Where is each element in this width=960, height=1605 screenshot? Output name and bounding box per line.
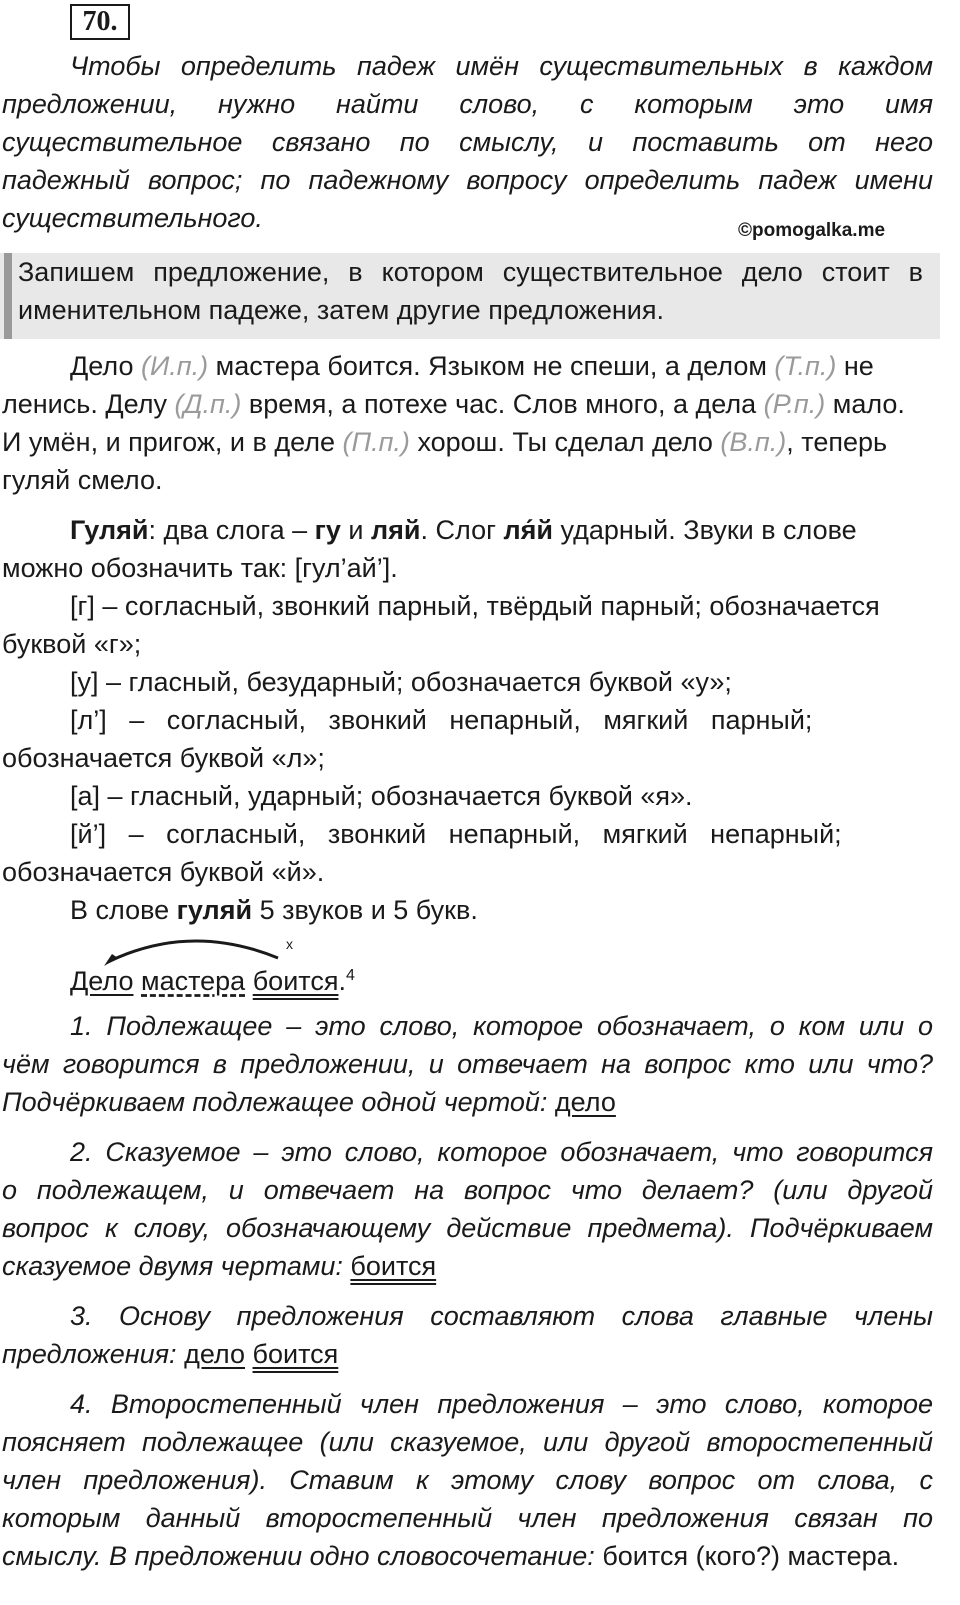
step-2-line-1: 2. Сказуемое – это слово, которое обозначает, что говорится xyxy=(70,1137,933,1167)
intro-line-2: предложении, нужно найти слово, с которым это имя xyxy=(2,89,933,119)
text: не xyxy=(836,351,874,381)
phrase: боится (кого?) мастера. xyxy=(602,1541,900,1571)
intro-line-5: существительного. xyxy=(2,203,263,233)
text: ленись. Делу xyxy=(2,389,175,419)
step-4-line-5 xyxy=(2,1540,899,1572)
intro-line-1: Чтобы определить падеж имён существительных в каждом xyxy=(70,51,933,81)
text: И умён, и пригож, и в деле xyxy=(2,427,343,457)
case-label: (И.п.) xyxy=(140,351,209,381)
subject-word: Дело xyxy=(70,966,134,996)
text: : два слога – xyxy=(148,515,315,545)
sound-l-1: [л’] – согласный, звонкий непарный, мягкий парный; xyxy=(70,705,813,735)
text: Дело xyxy=(70,351,141,381)
step-1-line-3 xyxy=(2,1086,616,1118)
syllable: ляй xyxy=(371,515,421,545)
text: мало. xyxy=(825,389,905,419)
text: . Слог xyxy=(420,515,504,545)
sound-a: [а] – гласный, ударный; обозначается буквой «я». xyxy=(70,781,693,811)
text: сказуемое двумя чертами: xyxy=(2,1251,351,1281)
case-label: (Т.п.) xyxy=(774,351,837,381)
sound-g-1: [г] – согласный, звонкий парный, твёрдый парный; обозначается xyxy=(70,591,880,621)
word: Гуляй xyxy=(70,515,149,545)
text: . xyxy=(338,966,346,996)
sound-l-2: обозначается буквой «л»; xyxy=(2,743,325,773)
watermark: ©pomogalka.me xyxy=(738,220,886,241)
predicate-underlined: боится xyxy=(350,1251,437,1281)
sound-j-2: обозначается буквой «й». xyxy=(2,857,325,887)
step-3-line-1: 3. Основу предложения составляют слова главные члены xyxy=(70,1301,933,1331)
text: ударный. Звуки в слове xyxy=(552,515,857,545)
step-2-line-3: вопрос к слову, обозначающему действие предмета). Подчёркиваем xyxy=(2,1213,933,1243)
text: предложения: xyxy=(2,1339,185,1369)
superscript: 4 xyxy=(345,967,355,984)
step-1-line-1: 1. Подлежащее – это слово, которое обозначает, о ком или о xyxy=(70,1011,933,1041)
stressed-syllable: ля́й xyxy=(503,515,553,545)
phonetics-line-2: можно обозначить так: [гул’ай’]. xyxy=(2,553,398,583)
phonetics-line-1 xyxy=(70,514,857,546)
sound-j-1: [й’] – согласный, звонкий непарный, мягкий непарный; xyxy=(70,819,842,849)
case-label: (Р.п.) xyxy=(763,389,826,419)
sound-g-2: буквой «г»; xyxy=(2,629,142,659)
case-label: (В.п.) xyxy=(720,427,787,457)
object-word: мастера xyxy=(141,966,246,996)
step-3-line-2 xyxy=(2,1338,338,1370)
sentences-line-1 xyxy=(70,350,933,382)
step-4-line-1: 4. Второстепенный член предложения – это слово, которое xyxy=(70,1389,933,1419)
exercise-number: 70. xyxy=(70,4,130,40)
text: Подчёркиваем подлежащее одной чертой: xyxy=(2,1087,555,1117)
sentences-line-2 xyxy=(2,388,905,420)
subject-underlined: дело xyxy=(184,1339,246,1369)
parsed-sentence xyxy=(70,960,355,997)
case-label: (Д.п.) xyxy=(174,389,242,419)
step-4-line-2: поясняет подлежащее (или сказуемое, или другой второстепенный xyxy=(2,1427,933,1457)
text: 5 звуков и 5 букв. xyxy=(252,895,478,925)
intro-line-3: существительное связано по смыслу, и поставить от него xyxy=(2,127,933,157)
step-1-line-2: чём говорится в предложении, и отвечает на вопрос кто или что? xyxy=(2,1049,933,1079)
case-label: (П.п.) xyxy=(342,427,410,457)
task-bar xyxy=(4,253,12,339)
text: , теперь xyxy=(786,427,888,457)
word: гуляй xyxy=(176,895,253,925)
syllable: гу xyxy=(314,515,341,545)
text: хорош. Ты сделал дело xyxy=(409,427,721,457)
step-4-line-4: которым данный второстепенный член предложения связан по xyxy=(2,1503,933,1533)
step-2-line-2: о подлежащем, и отвечает на вопрос что делает? (или другой xyxy=(2,1175,933,1205)
text: смыслу. В предложении одно словосочетание: xyxy=(2,1541,603,1571)
predicate-word: боится xyxy=(252,966,339,996)
sentences-line-4: гуляй смело. xyxy=(2,465,163,495)
predicate-underlined: боится xyxy=(252,1339,339,1369)
sound-u: [у] – гласный, безударный; обозначается буквой «у»; xyxy=(70,667,732,697)
subject-underlined: дело xyxy=(554,1087,616,1117)
text: мастера боится. Языком не спеши, а делом xyxy=(208,351,775,381)
intro-line-4: падежный вопрос; по падежному вопросу определить падеж имени xyxy=(2,165,933,195)
step-2-line-4 xyxy=(2,1250,436,1282)
arc-mark: x xyxy=(286,936,293,952)
task-line-2: именительном падеже, затем другие предложения. xyxy=(18,295,664,325)
summary xyxy=(70,894,478,926)
text: В слове xyxy=(70,895,177,925)
task-line-1: Запишем предложение, в котором существительное дело стоит в xyxy=(18,257,923,287)
text: время, а потехе час. Слов много, а дела xyxy=(241,389,764,419)
text: и xyxy=(340,515,371,545)
step-4-line-3: член предложения). Ставим к этому слову вопрос от слова, с xyxy=(2,1465,933,1495)
sentences-line-3 xyxy=(2,426,887,458)
